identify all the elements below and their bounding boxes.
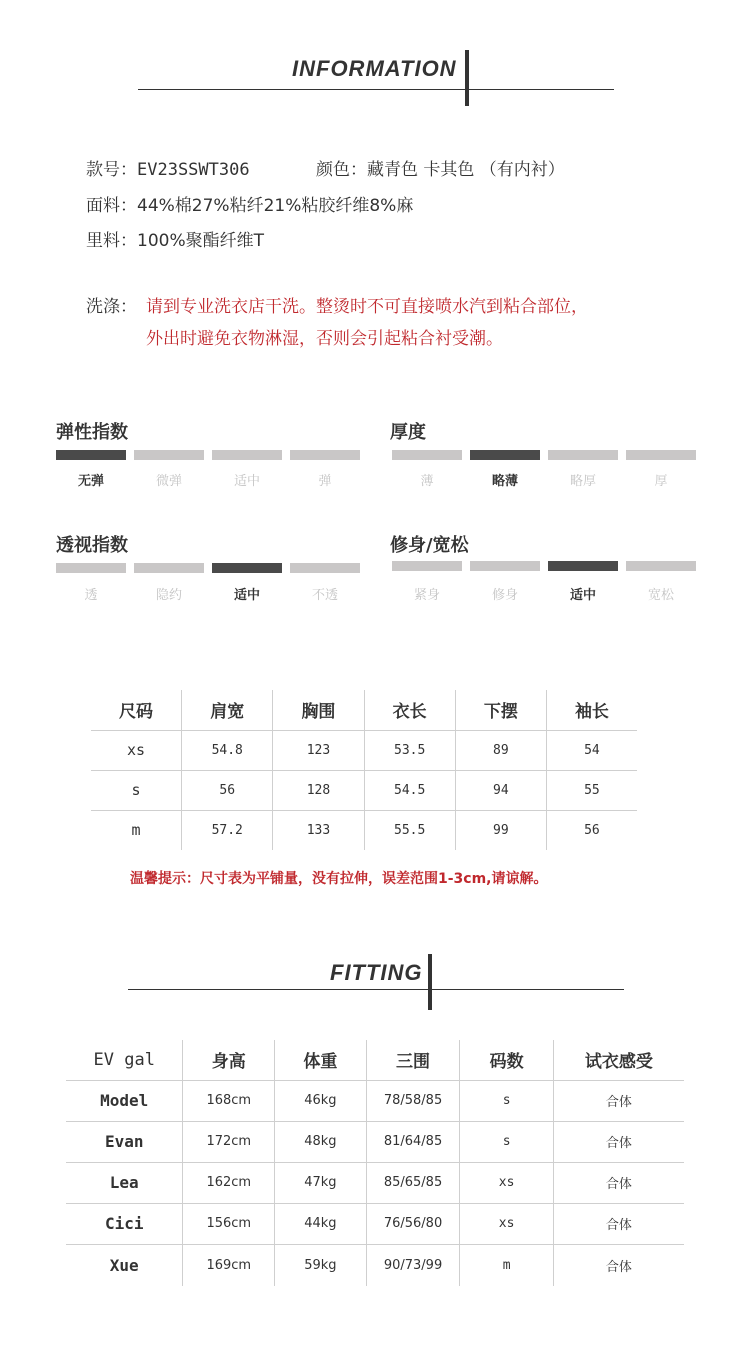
scale-option: 宽松 xyxy=(647,588,674,603)
lining-info: 里料：100%聚酯纤维T xyxy=(86,231,264,251)
table-cell: 合体 xyxy=(553,1162,684,1203)
scale-segment xyxy=(548,561,618,571)
table-header-cell: 下摆 xyxy=(455,690,546,730)
scale-segment xyxy=(470,450,540,460)
table-header-cell: EV gal xyxy=(66,1040,183,1080)
table-cell: 54.5 xyxy=(364,770,455,810)
table-cell: 合体 xyxy=(553,1080,684,1121)
scale-segment xyxy=(392,450,462,460)
scale-option: 适中 xyxy=(233,588,260,603)
table-cell: 56 xyxy=(546,810,637,850)
scale-segment xyxy=(548,450,618,460)
size-table xyxy=(91,690,637,850)
table-cell: 123 xyxy=(273,730,364,770)
information-divider xyxy=(138,89,614,90)
color-info: 颜色：藏青色 卡其色 （有内衬） xyxy=(316,160,565,180)
table-cell: 56 xyxy=(182,770,273,810)
table-cell: xs xyxy=(460,1203,553,1244)
table-cell: 54.8 xyxy=(182,730,273,770)
table-cell: 156cm xyxy=(183,1203,275,1244)
table-cell: 54 xyxy=(546,730,637,770)
scale-title: 弹性指数 xyxy=(56,422,128,443)
scale-segment xyxy=(626,561,696,571)
table-cell: 168cm xyxy=(183,1080,275,1121)
table-cell: s xyxy=(460,1080,553,1121)
table-cell: 81/64/85 xyxy=(366,1121,460,1162)
scale-option: 适中 xyxy=(569,588,596,603)
table-cell: 53.5 xyxy=(364,730,455,770)
table-cell: 44kg xyxy=(275,1203,367,1244)
table-cell: xs xyxy=(91,730,182,770)
table-header-cell: 尺码 xyxy=(91,690,182,730)
table-header-row xyxy=(66,1040,684,1080)
style-number: 款号：EV23SSWT306 xyxy=(86,160,250,180)
table-cell: Xue xyxy=(109,1255,139,1275)
table-header-cell: 胸围 xyxy=(273,690,364,730)
scale-option: 隐约 xyxy=(155,588,182,603)
table-row xyxy=(91,730,637,770)
scale-option: 厚 xyxy=(654,474,668,489)
table-cell: 合体 xyxy=(553,1244,684,1286)
table-header-cell: 袖长 xyxy=(546,690,637,730)
table-cell: 59kg xyxy=(275,1244,367,1286)
table-header-cell: 三围 xyxy=(366,1040,460,1080)
fitting-divider xyxy=(128,989,624,990)
scale-option: 不透 xyxy=(311,588,338,603)
table-cell: m xyxy=(460,1244,553,1286)
table-cell: 90/73/99 xyxy=(366,1244,460,1286)
table-cell: 169cm xyxy=(183,1244,275,1286)
scale-segment xyxy=(134,563,204,573)
scale-segment xyxy=(56,563,126,573)
scale-option: 适中 xyxy=(233,474,260,489)
table-header-cell: 码数 xyxy=(460,1040,553,1080)
scale-title: 厚度 xyxy=(390,422,426,443)
scale-segment xyxy=(290,450,360,460)
table-cell: 128 xyxy=(273,770,364,810)
scale-option: 透 xyxy=(84,588,98,603)
table-header-row xyxy=(91,690,637,730)
table-cell: m xyxy=(131,821,141,840)
table-cell: 162cm xyxy=(183,1162,275,1203)
scale-segment xyxy=(56,450,126,460)
table-cell: 172cm xyxy=(183,1121,275,1162)
table-cell: Cici xyxy=(66,1203,183,1244)
information-title-bar xyxy=(465,50,469,106)
scale-segment xyxy=(290,563,360,573)
table-cell: 55.5 xyxy=(364,810,455,850)
scale-option: 修身 xyxy=(491,588,518,603)
table-header-cell: 试衣感受 xyxy=(553,1040,684,1080)
wash-instructions-line1: 请到专业洗衣店干洗。整烫时不可直接喷水汽到粘合部位， xyxy=(146,297,588,317)
table-row xyxy=(66,1203,684,1244)
scale-title: 透视指数 xyxy=(56,535,128,556)
table-cell: 76/56/80 xyxy=(366,1203,460,1244)
table-row xyxy=(66,1162,684,1203)
table-cell: 46kg xyxy=(275,1080,367,1121)
scale-option: 薄 xyxy=(420,474,434,489)
scale-option: 略厚 xyxy=(569,474,596,489)
scale-option: 略薄 xyxy=(491,474,518,489)
table-header-cell: 身高 xyxy=(183,1040,275,1080)
table-row xyxy=(91,810,637,850)
table-cell: 94 xyxy=(455,770,546,810)
table-cell: 99 xyxy=(455,810,546,850)
table-cell: 85/65/85 xyxy=(366,1162,460,1203)
scale-option: 紧身 xyxy=(413,588,440,603)
table-cell: xs xyxy=(460,1162,553,1203)
table-cell: 55 xyxy=(546,770,637,810)
table-cell: 48kg xyxy=(275,1121,367,1162)
scale-segment xyxy=(212,563,282,573)
scale-option: 无弹 xyxy=(77,474,104,489)
table-cell: s xyxy=(91,770,182,810)
table-cell: Lea xyxy=(66,1162,183,1203)
scale-option: 弹 xyxy=(318,474,332,489)
table-cell: 133 xyxy=(273,810,364,850)
table-cell: 47kg xyxy=(275,1162,367,1203)
table-cell: 78/58/85 xyxy=(366,1080,460,1121)
scale-segment xyxy=(626,450,696,460)
table-cell: 合体 xyxy=(553,1121,684,1162)
table-row xyxy=(66,1121,684,1162)
table-cell: 合体 xyxy=(553,1203,684,1244)
table-cell: s xyxy=(460,1121,553,1162)
fitting-title: FITTING xyxy=(330,960,423,985)
scale-segment xyxy=(212,450,282,460)
table-row xyxy=(66,1244,684,1286)
table-cell: 89 xyxy=(455,730,546,770)
fitting-title-bar xyxy=(428,954,432,1010)
scale-segment xyxy=(392,561,462,571)
wash-instructions-line2: 外出时避免衣物淋湿，否则会引起粘合衬受潮。 xyxy=(146,329,503,349)
table-row xyxy=(91,770,637,810)
table-cell: Evan xyxy=(66,1121,183,1162)
scale-segment xyxy=(134,450,204,460)
fitting-table xyxy=(66,1040,684,1286)
wash-label: 洗涤： xyxy=(86,297,137,317)
table-header-cell: 肩宽 xyxy=(182,690,273,730)
scale-segment xyxy=(470,561,540,571)
fabric-info: 面料：44%棉27%粘纤21%粘胶纤维8%麻 xyxy=(86,196,414,216)
scale-option: 微弹 xyxy=(155,474,182,489)
table-cell: 57.2 xyxy=(182,810,273,850)
table-header-cell: 体重 xyxy=(275,1040,367,1080)
table-row xyxy=(66,1080,684,1121)
information-title: INFORMATION xyxy=(292,56,457,81)
scale-title: 修身/宽松 xyxy=(390,535,469,556)
size-note: 温馨提示：尺寸表为平铺量，没有拉伸，误差范围1-3cm,请谅解。 xyxy=(130,871,548,887)
table-cell: Model xyxy=(66,1080,183,1121)
table-header-cell: 衣长 xyxy=(364,690,455,730)
